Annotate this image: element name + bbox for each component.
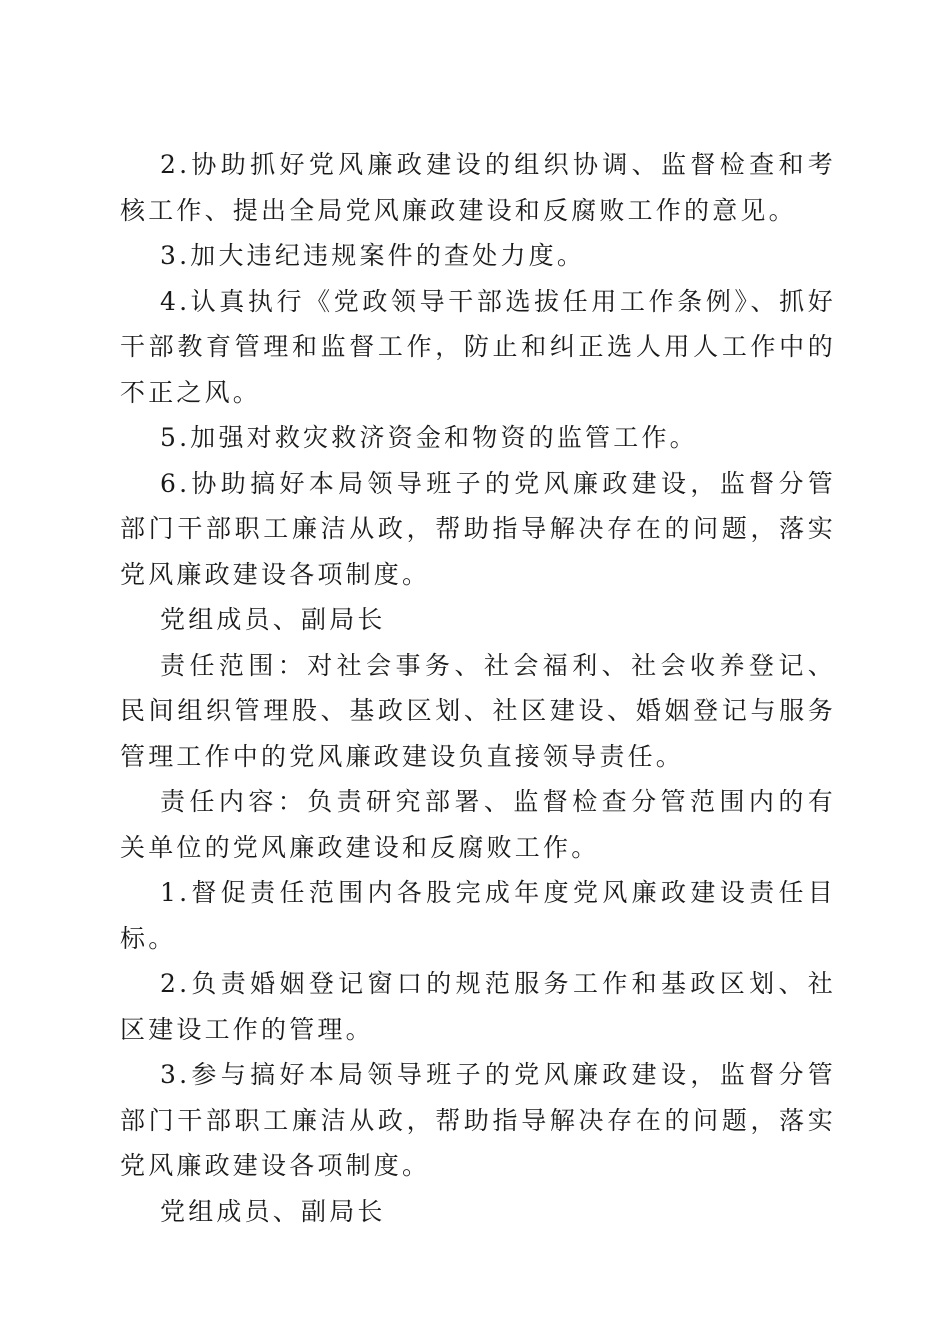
paragraph-task-2-marriage-registration: 2.负责婚姻登记窗口的规范服务工作和基政区划、社区建设工作的管理。 bbox=[120, 969, 836, 1044]
paragraph-duty-6-leadership: 6.协助搞好本局领导班子的党风廉政建设，监督分管部门干部职工廉洁从政，帮助指导解决存在的问题，落实党风廉政建设各项制度。 bbox=[120, 468, 836, 589]
paragraph-duty-2-coordination: 2.协助抓好党风廉政建设的组织协调、监督检查和考核工作、提出全局党风廉政建设和反腐败工作的意见。 bbox=[120, 150, 836, 225]
paragraph-responsibility-scope: 责任范围：对社会事务、社会福利、社会收养登记、民间组织管理股、基政区划、社区建设、婚姻登记与服务管理工作中的党风廉政建设负直接领导责任。 bbox=[120, 650, 836, 771]
paragraph-task-1-targets: 1.督促责任范围内各股完成年度党风廉政建设责任目标。 bbox=[120, 878, 836, 953]
paragraph-duty-3-cases: 3.加大违纪违规案件的查处力度。 bbox=[160, 241, 586, 270]
paragraph-task-3-leadership: 3.参与搞好本局领导班子的党风廉政建设，监督分管部门干部职工廉洁从政，帮助指导解决存在的问题，落实党风廉政建设各项制度。 bbox=[120, 1060, 836, 1180]
paragraph-duty-5-relief-funds: 5.加强对救灾救济资金和物资的监管工作。 bbox=[160, 423, 698, 452]
heading-role-deputy-director-2: 党组成员、副局长 bbox=[160, 1196, 386, 1226]
document-page bbox=[120, 142, 836, 1234]
heading-role-deputy-director: 党组成员、副局长 bbox=[160, 605, 386, 634]
paragraph-responsibility-content: 责任内容：负责研究部署、监督检查分管范围内的有关单位的党风廉政建设和反腐败工作。 bbox=[120, 787, 836, 862]
paragraph-duty-4-regulations: 4.认真执行《党政领导干部选拔任用工作条例》、抓好干部教育管理和监督工作，防止和纠正选人用人工作中的不正之风。 bbox=[120, 286, 836, 407]
